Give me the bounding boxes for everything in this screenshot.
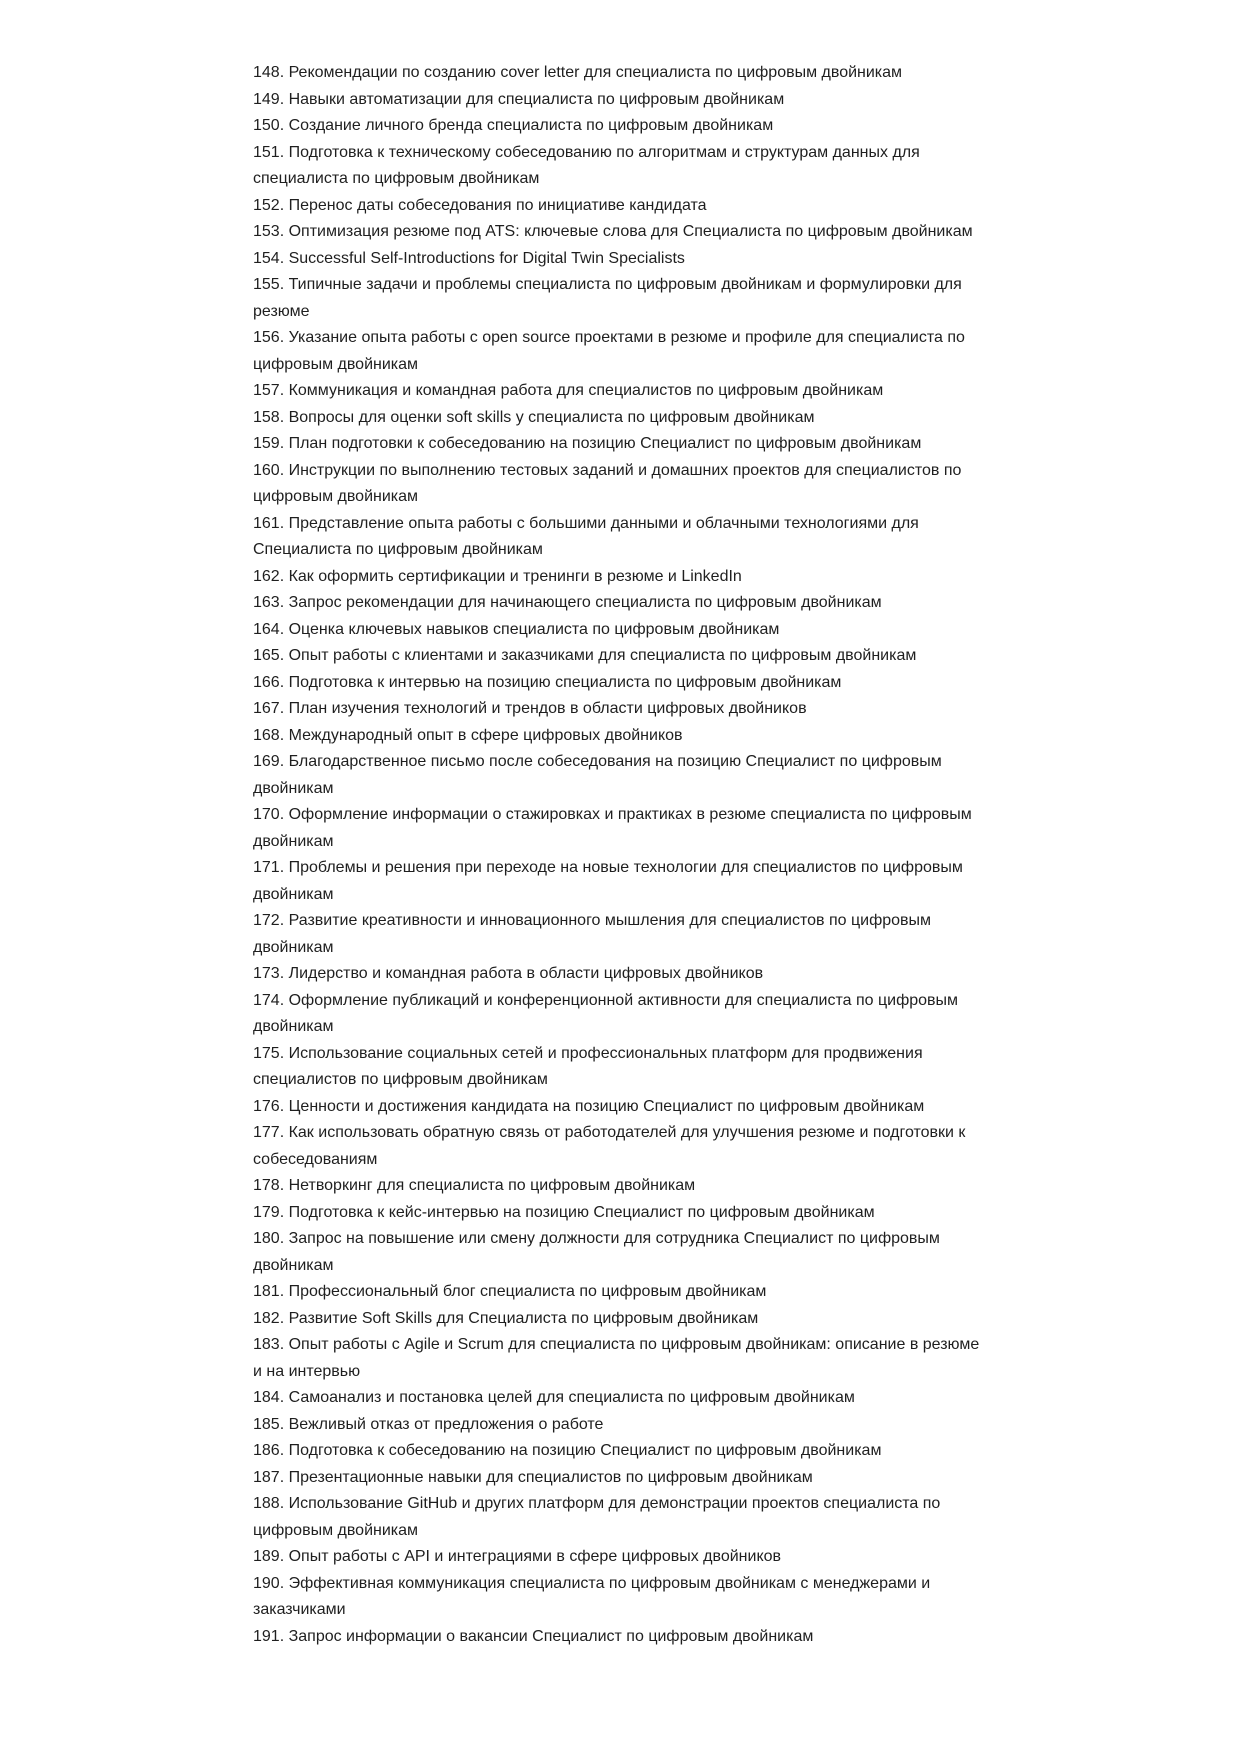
list-item[interactable]: 170. Оформление информации о стажировках и практиках в резюме специалиста по цифровым двойникам [253,806,972,850]
list-item[interactable]: 176. Ценности и достижения кандидата на позицию Специалист по цифровым двойникам [253,1097,925,1115]
list-item[interactable]: 174. Оформление публикаций и конференционной активности для специалиста по цифровым двойникам [253,991,959,1035]
list-item[interactable]: 183. Опыт работы с Agile и Scrum для специалиста по цифровым двойникам: описание в резюме и на интервью [253,1336,980,1380]
list-item[interactable]: 169. Благодарственное письмо после собеседования на позицию Специалист по цифровым двойникам [253,753,942,797]
list-item[interactable]: 179. Подготовка к кейс-интервью на позицию Специалист по цифровым двойникам [253,1203,875,1221]
list-item[interactable]: 155. Типичные задачи и проблемы специалиста по цифровым двойникам и формулировки для резюме [253,276,962,320]
list-item[interactable]: 156. Указание опыта работы с open source проектами в резюме и профиле для специалиста по цифровым двойникам [253,329,965,373]
list-item[interactable]: 178. Нетворкинг для специалиста по цифровым двойникам [253,1177,696,1194]
list-item[interactable]: 148. Рекомендации по созданию cover letter для специалиста по цифровым двойникам [253,64,903,81]
list-item[interactable]: 149. Навыки автоматизации для специалиста по цифровым двойникам [253,90,785,108]
list-item[interactable]: 191. Запрос информации о вакансии Специалист по цифровым двойникам [253,1627,814,1645]
list-item[interactable]: 184. Самоанализ и постановка целей для специалиста по цифровым двойникам [253,1389,855,1406]
list-item[interactable]: 185. Вежливый отказ от предложения о работе [253,1415,604,1433]
list-item[interactable]: 188. Использование GitHub и других платформ для демонстрации проектов специалиста по цифровым двойникам [253,1495,941,1539]
list-item[interactable]: 151. Подготовка к техническому собеседованию по алгоритмам и структурам данных для специалиста по цифровым двойникам [253,143,920,187]
list-item[interactable]: 152. Перенос даты собеседования по инициативе кандидата [253,196,707,214]
list-item[interactable]: 163. Запрос рекомендации для начинающего специалиста по цифровым двойникам [253,594,882,611]
list-item[interactable]: 164. Оценка ключевых навыков специалиста по цифровым двойникам [253,620,780,638]
list-item[interactable]: 168. Международный опыт в сфере цифровых двойников [253,726,683,744]
list-item[interactable]: 157. Коммуникация и командная работа для специалистов по цифровым двойникам [253,382,884,399]
list-item[interactable]: 150. Создание личного бренда специалиста по цифровым двойникам [253,117,774,134]
list-item[interactable]: 189. Опыт работы с API и интеграциями в сфере цифровых двойников [253,1548,782,1565]
list-item[interactable]: 171. Проблемы и решения при переходе на новые технологии для специалистов по цифровым двойникам [253,859,963,903]
list-item[interactable]: 177. Как использовать обратную связь от работодателей для улучшения резюме и подготовки к собеседованиям [253,1124,966,1168]
list-item[interactable]: 186. Подготовка к собеседованию на позицию Специалист по цифровым двойникам [253,1442,882,1459]
list-item[interactable]: 167. План изучения технологий и трендов в области цифровых двойников [253,700,807,717]
list-item[interactable]: 158. Вопросы для оценки soft skills у специалиста по цифровым двойникам [253,408,815,426]
list-item[interactable]: 162. Как оформить сертификации и тренинги в резюме и LinkedIn [253,567,742,585]
list-item[interactable]: 182. Развитие Soft Skills для Специалиста по цифровым двойникам [253,1309,759,1327]
list-item[interactable]: 166. Подготовка к интервью на позицию специалиста по цифровым двойникам [253,673,842,691]
list-item[interactable]: 159. План подготовки к собеседованию на позицию Специалист по цифровым двойникам [253,435,922,452]
list-item[interactable]: 181. Профессиональный блог специалиста по цифровым двойникам [253,1283,767,1300]
list-item[interactable]: 173. Лидерство и командная работа в области цифровых двойников [253,965,764,982]
list-item[interactable]: 187. Презентационные навыки для специалистов по цифровым двойникам [253,1468,813,1486]
list-item[interactable]: 165. Опыт работы с клиентами и заказчиками для специалиста по цифровым двойникам [253,647,917,664]
list-item[interactable]: 175. Использование социальных сетей и профессиональных платформ для продвижения специалистов по цифровым двойникам [253,1044,923,1088]
list-item[interactable]: 161. Представление опыта работы с большими данными и облачными технологиями для Специалиста по цифровым двойникам [253,514,919,558]
list-item[interactable]: 153. Оптимизация резюме под ATS: ключевые слова для Специалиста по цифровым двойникам [253,223,973,240]
list-item[interactable]: 190. Эффективная коммуникация специалиста по цифровым двойникам с менеджерами и заказчиками [253,1574,931,1618]
article-list [253,60,988,1650]
list-item[interactable]: 180. Запрос на повышение или смену должности для сотрудника Специалист по цифровым двойникам [253,1230,940,1274]
list-item[interactable]: 160. Инструкции по выполнению тестовых заданий и домашних проектов для специалистов по цифровым двойникам [253,461,962,505]
list-item[interactable]: 154. Successful Self-Introductions for Digital Twin Specialists [253,249,685,267]
list-item[interactable]: 172. Развитие креативности и инновационного мышления для специалистов по цифровым двойникам [253,912,932,956]
